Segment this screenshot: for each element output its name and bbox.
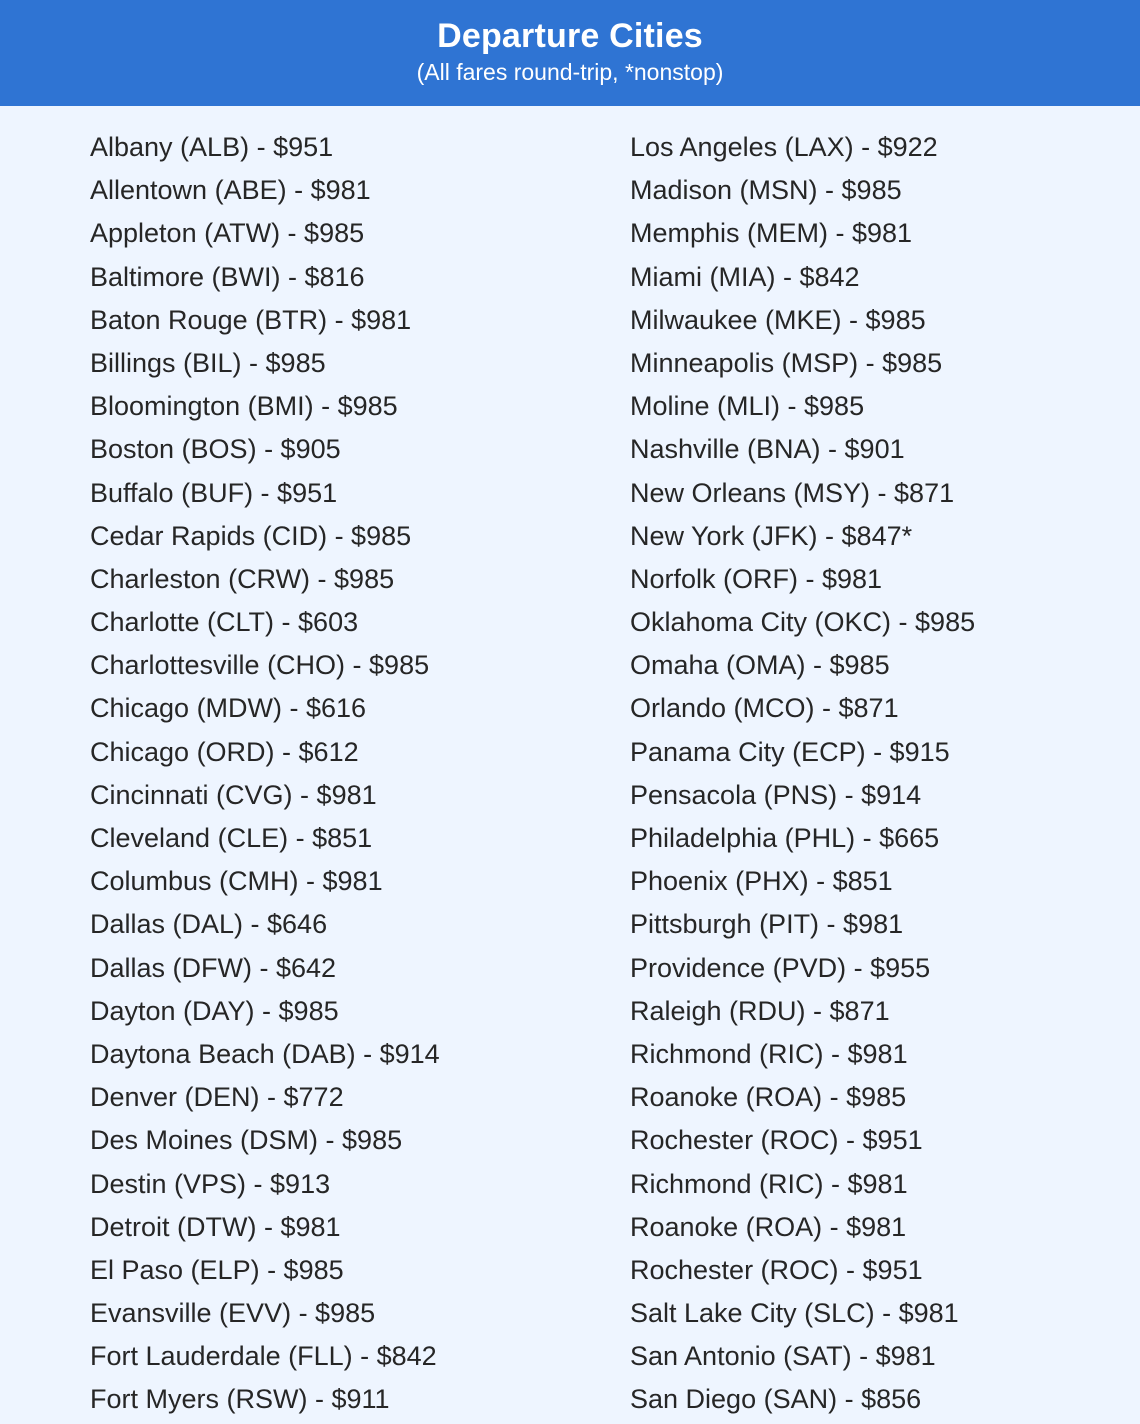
city-fare-item: Dayton (DAY) - $985 bbox=[90, 995, 339, 1026]
header-banner bbox=[0, 0, 1140, 106]
city-fare-item: Allentown (ABE) - $981 bbox=[90, 175, 371, 206]
city-fare-item: Boston (BOS) - $905 bbox=[90, 434, 341, 465]
page-title: Departure Cities bbox=[437, 17, 703, 55]
city-fare-item: Destin (VPS) - $913 bbox=[90, 1168, 331, 1199]
city-fare-item: Panama City (ECP) - $915 bbox=[630, 736, 950, 767]
city-fare-item: Evansville (EVV) - $985 bbox=[90, 1298, 376, 1329]
city-fare-item: Fort Myers (RSW) - $911 bbox=[90, 1384, 390, 1415]
city-fare-item: Roanoke (ROA) - $985 bbox=[630, 1082, 907, 1113]
city-fare-item: Memphis (MEM) - $981 bbox=[630, 218, 913, 249]
city-fare-item: Daytona Beach (DAB) - $914 bbox=[90, 1038, 440, 1069]
city-fare-item: New Orleans (MSY) - $871 bbox=[630, 477, 955, 508]
city-fare-item: Orlando (MCO) - $871 bbox=[630, 693, 899, 724]
city-fare-item: San Diego (SAN) - $856 bbox=[630, 1384, 922, 1415]
city-fare-item: Billings (BIL) - $985 bbox=[90, 347, 326, 378]
city-fare-item: Rochester (ROC) - $951 bbox=[630, 1254, 923, 1285]
city-fare-item: Charlotte (CLT) - $603 bbox=[90, 607, 359, 638]
city-fare-item: San Antonio (SAT) - $981 bbox=[630, 1341, 936, 1372]
city-fare-item: El Paso (ELP) - $985 bbox=[90, 1254, 344, 1285]
city-fare-item: Salt Lake City (SLC) - $981 bbox=[630, 1298, 959, 1329]
city-fare-item: New York (JFK) - $847* bbox=[630, 520, 913, 551]
city-fare-item: Denver (DEN) - $772 bbox=[90, 1082, 344, 1113]
city-fare-item: Albany (ALB) - $951 bbox=[90, 132, 334, 162]
city-fare-item: Pittsburgh (PIT) - $981 bbox=[630, 909, 904, 940]
city-fare-item: Chicago (ORD) - $612 bbox=[90, 736, 359, 767]
city-fare-item: Richmond (RIC) - $981 bbox=[630, 1038, 908, 1069]
right-city-column bbox=[630, 126, 975, 1422]
city-fare-item: Charlottesville (CHO) - $985 bbox=[90, 650, 430, 681]
city-fare-item: Milwaukee (MKE) - $985 bbox=[630, 304, 926, 335]
city-fare-item: Madison (MSN) - $985 bbox=[630, 175, 902, 206]
city-list-container bbox=[0, 106, 1140, 1424]
city-fare-item: Nashville (BNA) - $901 bbox=[630, 434, 905, 465]
city-fare-item: Appleton (ATW) - $985 bbox=[90, 218, 365, 249]
city-fare-item: Norfolk (ORF) - $981 bbox=[630, 563, 883, 594]
city-fare-item: Raleigh (RDU) - $871 bbox=[630, 995, 890, 1026]
city-fare-item: Cleveland (CLE) - $851 bbox=[90, 823, 373, 853]
city-fare-item: Dallas (DFW) - $642 bbox=[90, 952, 337, 983]
city-fare-item: Charleston (CRW) - $985 bbox=[90, 563, 395, 594]
city-fare-item: Dallas (DAL) - $646 bbox=[90, 909, 328, 940]
city-fare-item: Rochester (ROC) - $951 bbox=[630, 1125, 923, 1156]
city-fare-item: Los Angeles (LAX) - $922 bbox=[630, 132, 938, 162]
city-fare-item: Chicago (MDW) - $616 bbox=[90, 693, 367, 724]
city-fare-item: Baton Rouge (BTR) - $981 bbox=[90, 304, 412, 335]
left-city-column bbox=[90, 126, 440, 1422]
city-fare-item: Cincinnati (CVG) - $981 bbox=[90, 779, 377, 810]
city-fare-item: Baltimore (BWI) - $816 bbox=[90, 261, 365, 292]
city-fare-item: Minneapolis (MSP) - $985 bbox=[630, 347, 943, 378]
city-fare-item: Moline (MLI) - $985 bbox=[630, 391, 865, 422]
city-fare-item: Providence (PVD) - $955 bbox=[630, 952, 931, 983]
city-fare-item: Bloomington (BMI) - $985 bbox=[90, 391, 398, 422]
city-fare-item: Miami (MIA) - $842 bbox=[630, 261, 860, 292]
city-fare-item: Des Moines (DSM) - $985 bbox=[90, 1125, 403, 1156]
city-fare-item: Fort Lauderdale (FLL) - $842 bbox=[90, 1341, 437, 1372]
page-subtitle: (All fares round-trip, *nonstop) bbox=[416, 59, 724, 85]
city-fare-item: Omaha (OMA) - $985 bbox=[630, 650, 890, 681]
city-fare-item: Oklahoma City (OKC) - $985 bbox=[630, 607, 976, 638]
city-fare-item: Buffalo (BUF) - $951 bbox=[90, 477, 338, 508]
city-fare-item: Roanoke (ROA) - $981 bbox=[630, 1211, 907, 1242]
city-fare-item: Detroit (DTW) - $981 bbox=[90, 1211, 341, 1242]
city-fare-item: Philadelphia (PHL) - $665 bbox=[630, 823, 940, 853]
city-fare-item: Richmond (RIC) - $981 bbox=[630, 1168, 908, 1199]
city-fare-item: Phoenix (PHX) - $851 bbox=[630, 866, 893, 897]
city-fare-item: Cedar Rapids (CID) - $985 bbox=[90, 520, 412, 551]
city-fare-item: Pensacola (PNS) - $914 bbox=[630, 779, 922, 810]
city-fare-item: Columbus (CMH) - $981 bbox=[90, 866, 383, 897]
